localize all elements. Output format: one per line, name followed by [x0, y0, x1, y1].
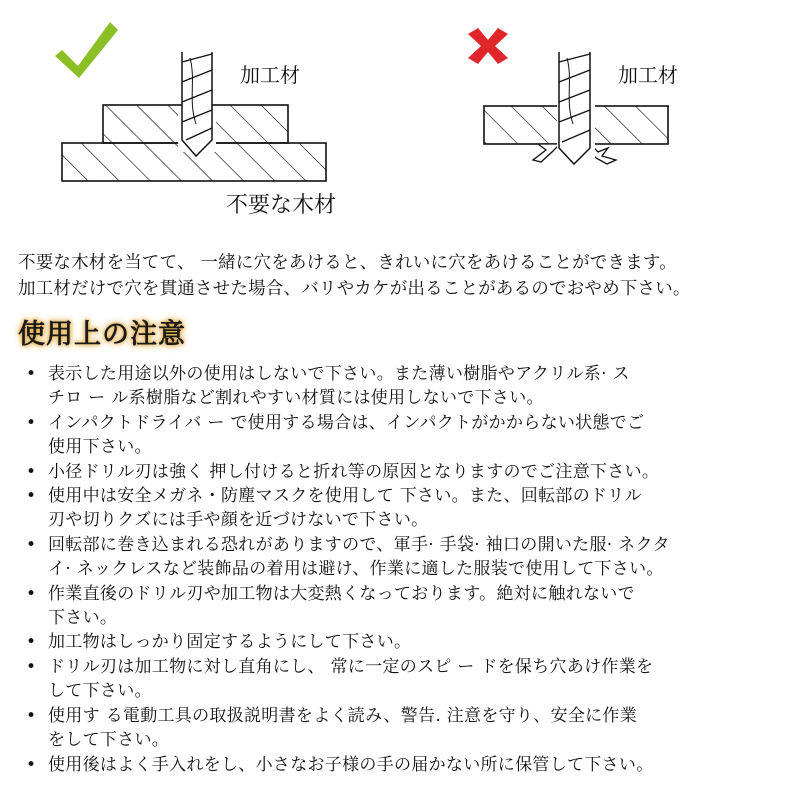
precaution-item [22, 630, 782, 654]
bullet-icon: • [26, 534, 37, 555]
bullet-icon: • [26, 461, 37, 482]
precautions-list [22, 362, 782, 777]
precaution-text: 使用す る電動工具の取扱説明書をよく読み、警告. 注意を守り、安全に作業 [48, 705, 638, 726]
workpiece-label: 加工材 [618, 63, 678, 87]
precaution-text: イ· ネックレスなど装飾品の着用は避け、作業に適した服装で使用して下さい。 [48, 559, 664, 580]
precaution-text: インパクトドライバ ー で使用する場合は、インパクトがかからない状態でご [48, 412, 645, 433]
workpiece-label: 加工材 [240, 63, 300, 87]
precaution-text: 使用後はよく手入れをし、小さなお子様の手の届かない所に保管して下さい。 [48, 754, 654, 775]
precaution-item [22, 753, 782, 777]
bullet-icon: • [26, 486, 37, 507]
bullet-icon: • [26, 632, 37, 653]
precaution-text: 使用下さい。 [48, 437, 152, 458]
drilling-diagram [0, 0, 800, 230]
bullet-icon: • [26, 754, 37, 775]
precaution-text: 作業直後のドリル刃や加工物は大変熱くなっております。絶対に触れないで [48, 583, 635, 604]
precaution-text: 小径ドリル刃は強く 押し付けると折れ等の原因となりますのでご注意下さい。 [48, 461, 660, 482]
bullet-icon: • [26, 705, 37, 726]
precaution-text: ドリル刃は加工物に対し直角にし、 常に一定のスピ ー ドを保ち穴あけ作業を [48, 656, 654, 677]
precaution-text: して下さい。 [48, 681, 152, 702]
precaution-text: 加工物はしっかり固定するようにして下さい。 [48, 632, 412, 653]
precaution-item [22, 704, 782, 753]
intro-line-2: 加工材だけで穴を貫通させた場合、バリやカケが出ることがあるのでおやめ下さい。 [18, 279, 691, 299]
precaution-item [22, 655, 782, 704]
correct-example [55, 22, 336, 218]
precaution-item [22, 533, 782, 582]
incorrect-example [468, 28, 678, 164]
precaution-text: 表示した用途以外の使用はしないで下さい。また薄い樹脂やアクリル系· ス [48, 364, 630, 384]
bullet-icon: • [26, 583, 37, 604]
precaution-item [22, 582, 782, 631]
precaution-text: をして下さい。 [48, 730, 170, 751]
precaution-text: 下さい。 [48, 608, 118, 629]
scrap-wood-label: 不要な木材 [226, 193, 337, 218]
precaution-text: 刃や切りクズには手や顔を近づけないで下さい。 [48, 510, 429, 531]
precaution-text: チロ ー ル系樹脂など割れやすい材質には使用しないで下さい。 [48, 388, 544, 409]
precaution-item [22, 362, 782, 411]
precaution-text: 使用中は安全メガネ・防塵マスクを使用して 下さい。また、回転部のドリル [48, 486, 642, 507]
bullet-icon: • [26, 364, 37, 384]
precaution-item [22, 484, 782, 533]
drill-bit [557, 52, 595, 164]
section-heading: 使用上の注意 [18, 319, 186, 350]
bullet-icon: • [26, 656, 37, 677]
precaution-text: 回転部に巻き込まれる恐れがありますので、軍手· 手袋· 袖口の開いた服· ネクタ [48, 534, 670, 555]
intro-text [18, 250, 788, 302]
intro-line-1: 不要な木材を当てて、 一緒に穴をあけると、きれいに穴をあけることができます。 [18, 253, 677, 273]
cross-icon [468, 28, 508, 64]
check-icon [55, 22, 118, 78]
drill-bit [178, 52, 216, 156]
precaution-item [22, 411, 782, 460]
precaution-item [22, 460, 782, 484]
bullet-icon: • [26, 412, 37, 433]
